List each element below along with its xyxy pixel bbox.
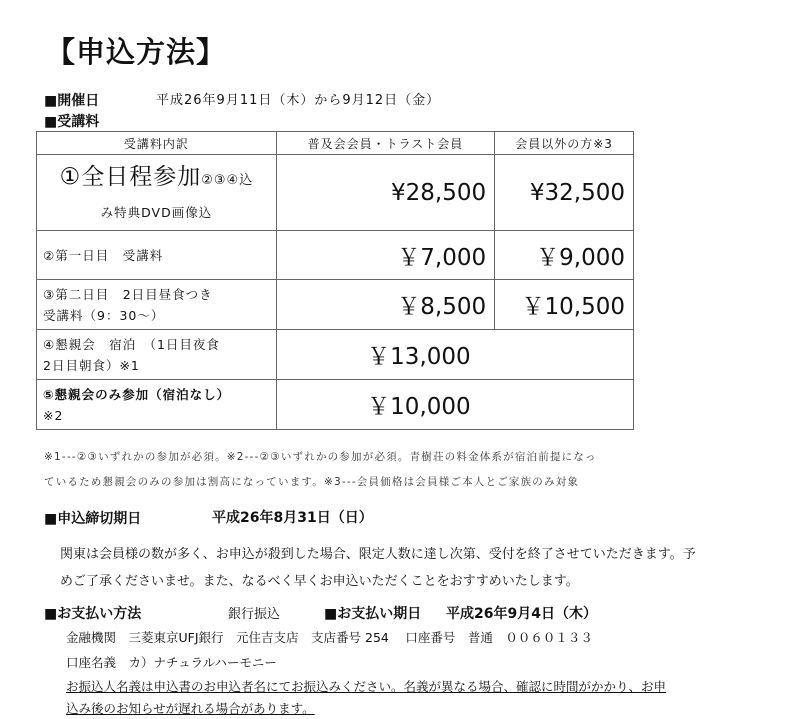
row-label — [37, 330, 277, 380]
price-member: ¥28,500 — [276, 155, 494, 231]
row-label-line2: 2日目朝食）※1 — [43, 357, 140, 373]
deadline-value: 平成26年8月31日（日） — [212, 510, 373, 526]
table-row — [37, 330, 634, 380]
row-label: ②第一日目 受講料 — [37, 231, 277, 280]
payment-due-value: 平成26年9月4日（木） — [446, 606, 597, 622]
event-date-label: ■開催日 — [44, 93, 100, 109]
price-merged-value: ￥10,000 — [367, 394, 471, 420]
deadline-text — [60, 541, 750, 595]
payment-method-value: 銀行振込 — [228, 607, 281, 622]
table-row — [37, 231, 634, 280]
row-label-line1: ③第二日目 2日目昼食つき — [43, 286, 213, 302]
page-title: 【申込方法】 — [46, 35, 227, 69]
row-label-main: ①全日程参加 — [59, 163, 202, 190]
note-line: ※1---②③いずれかの参加が必須。※2---②③いずれかの参加が必須。青樹荘の料金体系が宿泊前提になっ — [44, 451, 597, 463]
deadline-text-line: めご了承くださいませ。また、なるべく早くお申込いただくことをおすすめいたします。 — [60, 574, 579, 589]
price-nonmember: ¥32,500 — [495, 155, 634, 231]
price-nonmember: ￥9,000 — [495, 231, 634, 280]
header-nonmember: 会員以外の方※3 — [495, 132, 634, 155]
deadline-label: ■申込締切期日 — [44, 511, 142, 527]
row-label — [37, 280, 277, 330]
event-date-value: 平成26年9月11日（木）から9月12日（金） — [156, 93, 441, 108]
header-member: 普及会会員・トラスト会員 — [276, 132, 494, 155]
price-merged — [276, 380, 633, 430]
row-label-sup: ②③④込 — [201, 172, 254, 188]
table-row — [37, 380, 634, 430]
price-member: ￥8,500 — [276, 280, 494, 330]
fee-table-header — [37, 132, 634, 155]
bank-line: 金融機関 三菱東京UFJ銀行 元住吉支店 支店番号 254 口座番号 普通 ００６０１３３ — [66, 630, 593, 645]
transfer-note-line1: お振込人名義は申込書のお申込者名にてお振込みください。名義が異なる場合、確認に時間がかかり、お申 — [66, 679, 667, 694]
account-line: 口座名義 カ）ナチュラルハーモニー — [66, 655, 277, 670]
row-label-line1: ④懇親会 宿泊 （1日目夜食 — [43, 336, 220, 352]
price-member: ￥7,000 — [276, 231, 494, 280]
fee-notes — [44, 445, 744, 495]
deadline-text-line: 関東は会員様の数が多く、お申込が殺到した場合、限定人数に達し次第、受付を終了させていただきます。予 — [60, 547, 696, 562]
price-merged-value: ￥13,000 — [367, 344, 471, 370]
price-merged — [276, 330, 633, 380]
header-breakdown: 受講料内訳 — [37, 132, 277, 155]
row-label-line1: ⑤懇親会のみ参加（宿泊なし） — [43, 386, 231, 402]
transfer-note-line2: 込み後のお知らせが遅れる場合があります。 — [66, 701, 315, 716]
row-label — [37, 155, 277, 231]
table-row — [37, 280, 634, 330]
fees-label: ■受講料 — [44, 114, 100, 130]
row-label-line2: ※2 — [43, 407, 64, 423]
row-label-sub: み特典DVD画像込 — [100, 204, 213, 220]
payment-method-label: ■お支払い方法 — [44, 606, 142, 622]
fee-table — [36, 131, 634, 430]
row-label — [37, 380, 277, 430]
event-date-row — [44, 90, 99, 110]
note-line: ているため懇親会のみの参加は割高になっています。※3---会員価格は会員様ご本人とご家族のみ対象 — [44, 476, 580, 488]
payment-due-label: ■お支払い期日 — [324, 606, 422, 622]
row-label-line2: 受講料（9：30〜） — [43, 307, 165, 323]
price-nonmember: ￥10,500 — [495, 280, 634, 330]
table-row — [37, 155, 634, 231]
